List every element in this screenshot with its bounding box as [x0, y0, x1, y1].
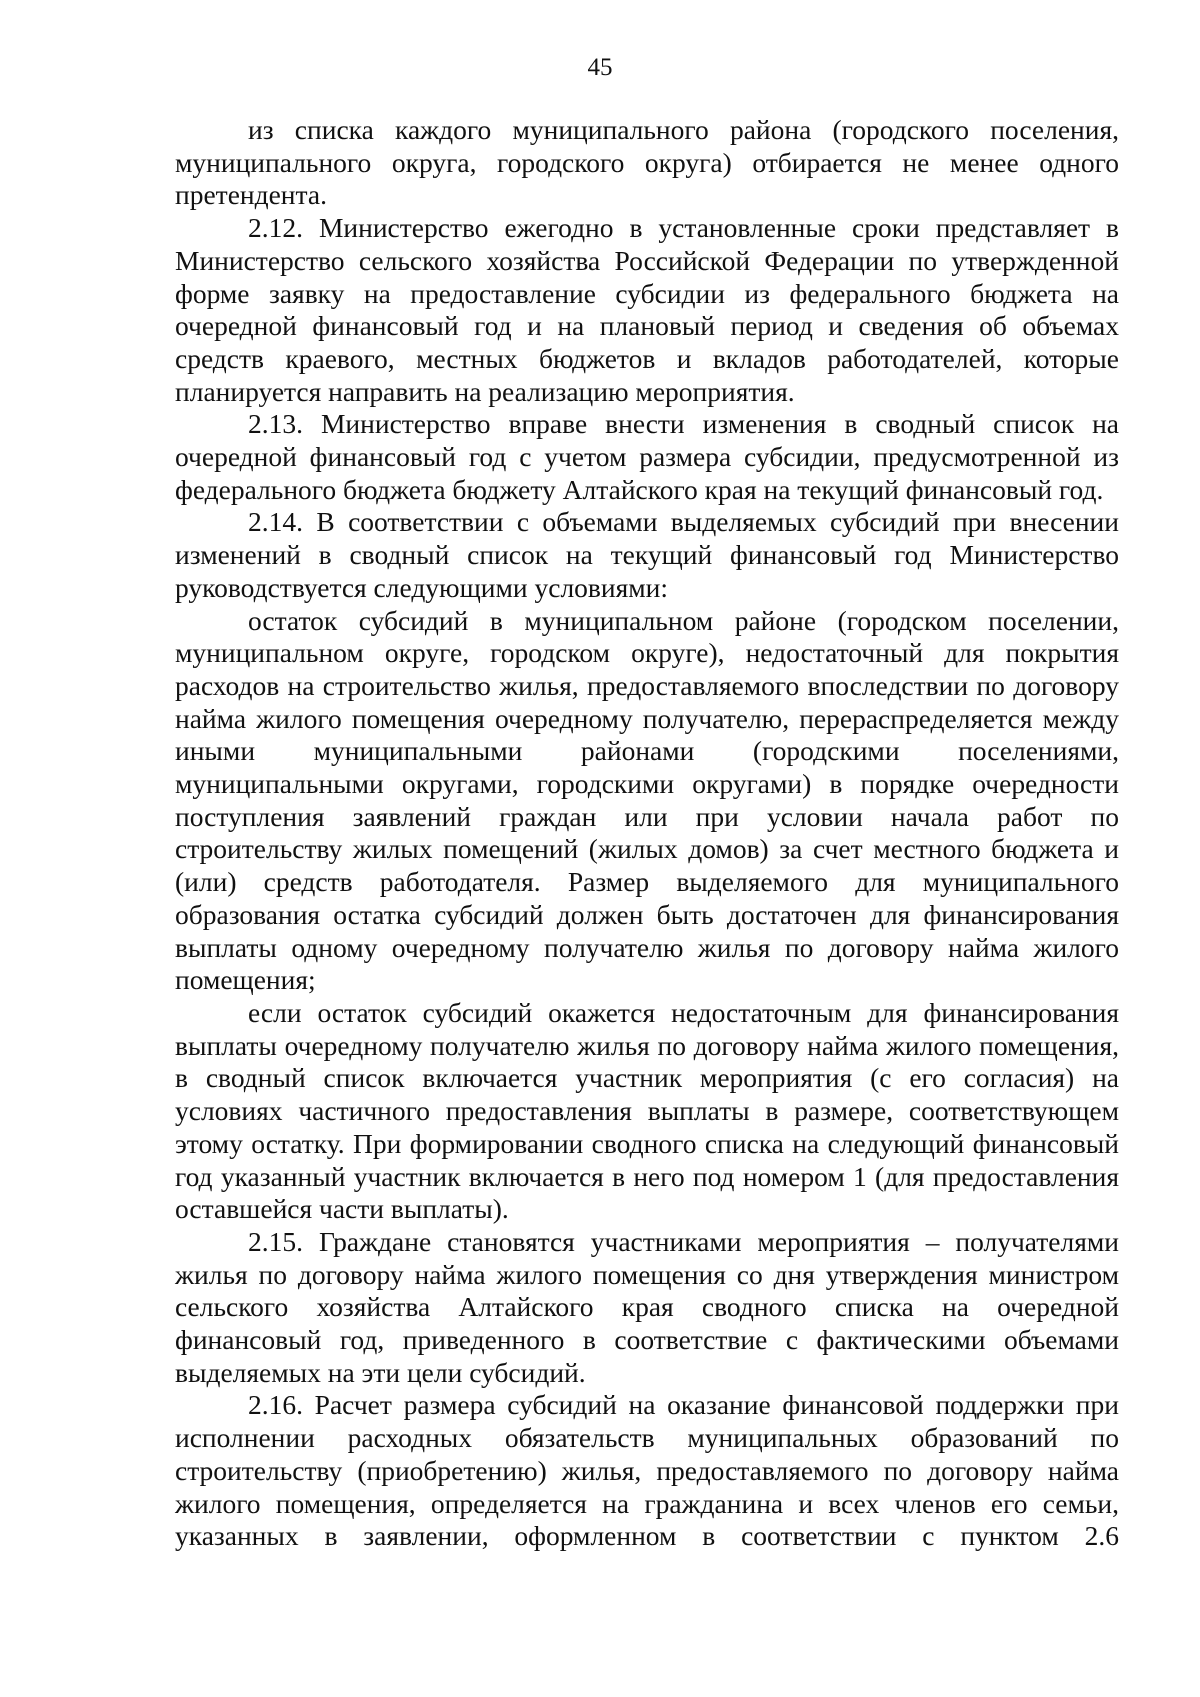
document-body — [175, 114, 1119, 1553]
paragraph-continuation: из списка каждого муниципального района (городского поселения, муниципального округа, городского округа) отбирается не менее одного претендента. — [175, 114, 1119, 211]
page-number: 45 — [587, 54, 613, 81]
paragraph-2-14: 2.14. В соответствии с объемами выделяемых субсидий при внесении изменений в сводный список на текущий финансовый год Министерство руководствуется следующими условиями: — [175, 506, 1119, 603]
paragraph-2-12: 2.12. Министерство ежегодно в установленные сроки представляет в Министерство сельского хозяйства Российской Федерации по утвержденной форме заявку на предоставление субсидии из федерального бюджета на очередной финансовый год и на плановый период и сведения об объемах средств краевого, местных бюджетов и вкладов работодателей, которые планируется направить на реализацию мероприятия. — [175, 212, 1119, 407]
paragraph-2-13: 2.13. Министерство вправе внести изменения в сводный список на очередной финансовый год с учетом размера субсидии, предусмотренной из федерального бюджета бюджету Алтайского края на текущий финансовый год. — [175, 408, 1119, 505]
paragraph-2-16: 2.16. Расчет размера субсидий на оказание финансовой поддержки при исполнении расходных обязательств муниципальных образований по строительству (приобретению) жилья, предоставляемого по договору найма жилого помещения, определяется на гражданина и всех членов его семьи, указанных в заявлении, оформленном в соответствии с пунктом 2.6 — [175, 1389, 1119, 1552]
paragraph-2-15: 2.15. Граждане становятся участниками мероприятия – получателями жилья по договору найма жилого помещения со дня утверждения министром сельского хозяйства Алтайского края сводного списка на очередной финансовый год, приведенного в соответствие с фактическими объемами выделяемых на эти цели субсидий. — [175, 1225, 1119, 1388]
paragraph-2-14-condition-2: если остаток субсидий окажется недостаточным для финансирования выплаты очередному получателю жилья по договору найма жилого помещения, в сводный список включается участник мероприятия (с его согласия) на условиях частичного предоставления выплаты в размере, соответствующем этому остатку. При формировании сводного списка на следующий финансовый год указанный участник включается в него под номером 1 (для предоставления оставшейся части выплаты). — [175, 996, 1119, 1225]
paragraph-2-14-condition-1: остаток субсидий в муниципальном районе (городском поселении, муниципальном округе, городском округе), недостаточный для покрытия расходов на строительство жилья, предоставляемого впоследствии по договору найма жилого помещения очередному получателю, перераспределяется между иными муниципальными районами (городскими поселениями, муниципальными округами, городскими округами) в порядке очередности поступления заявлений граждан или при условии начала работ по строительству жилых помещений (жилых домов) за счет местного бюджета и (или) средств работодателя. Размер выделяемого для муниципального образования остатка субсидий должен быть достаточен для финансирования выплаты одному очередному получателю жилья по договору найма жилого помещения; — [175, 604, 1119, 996]
